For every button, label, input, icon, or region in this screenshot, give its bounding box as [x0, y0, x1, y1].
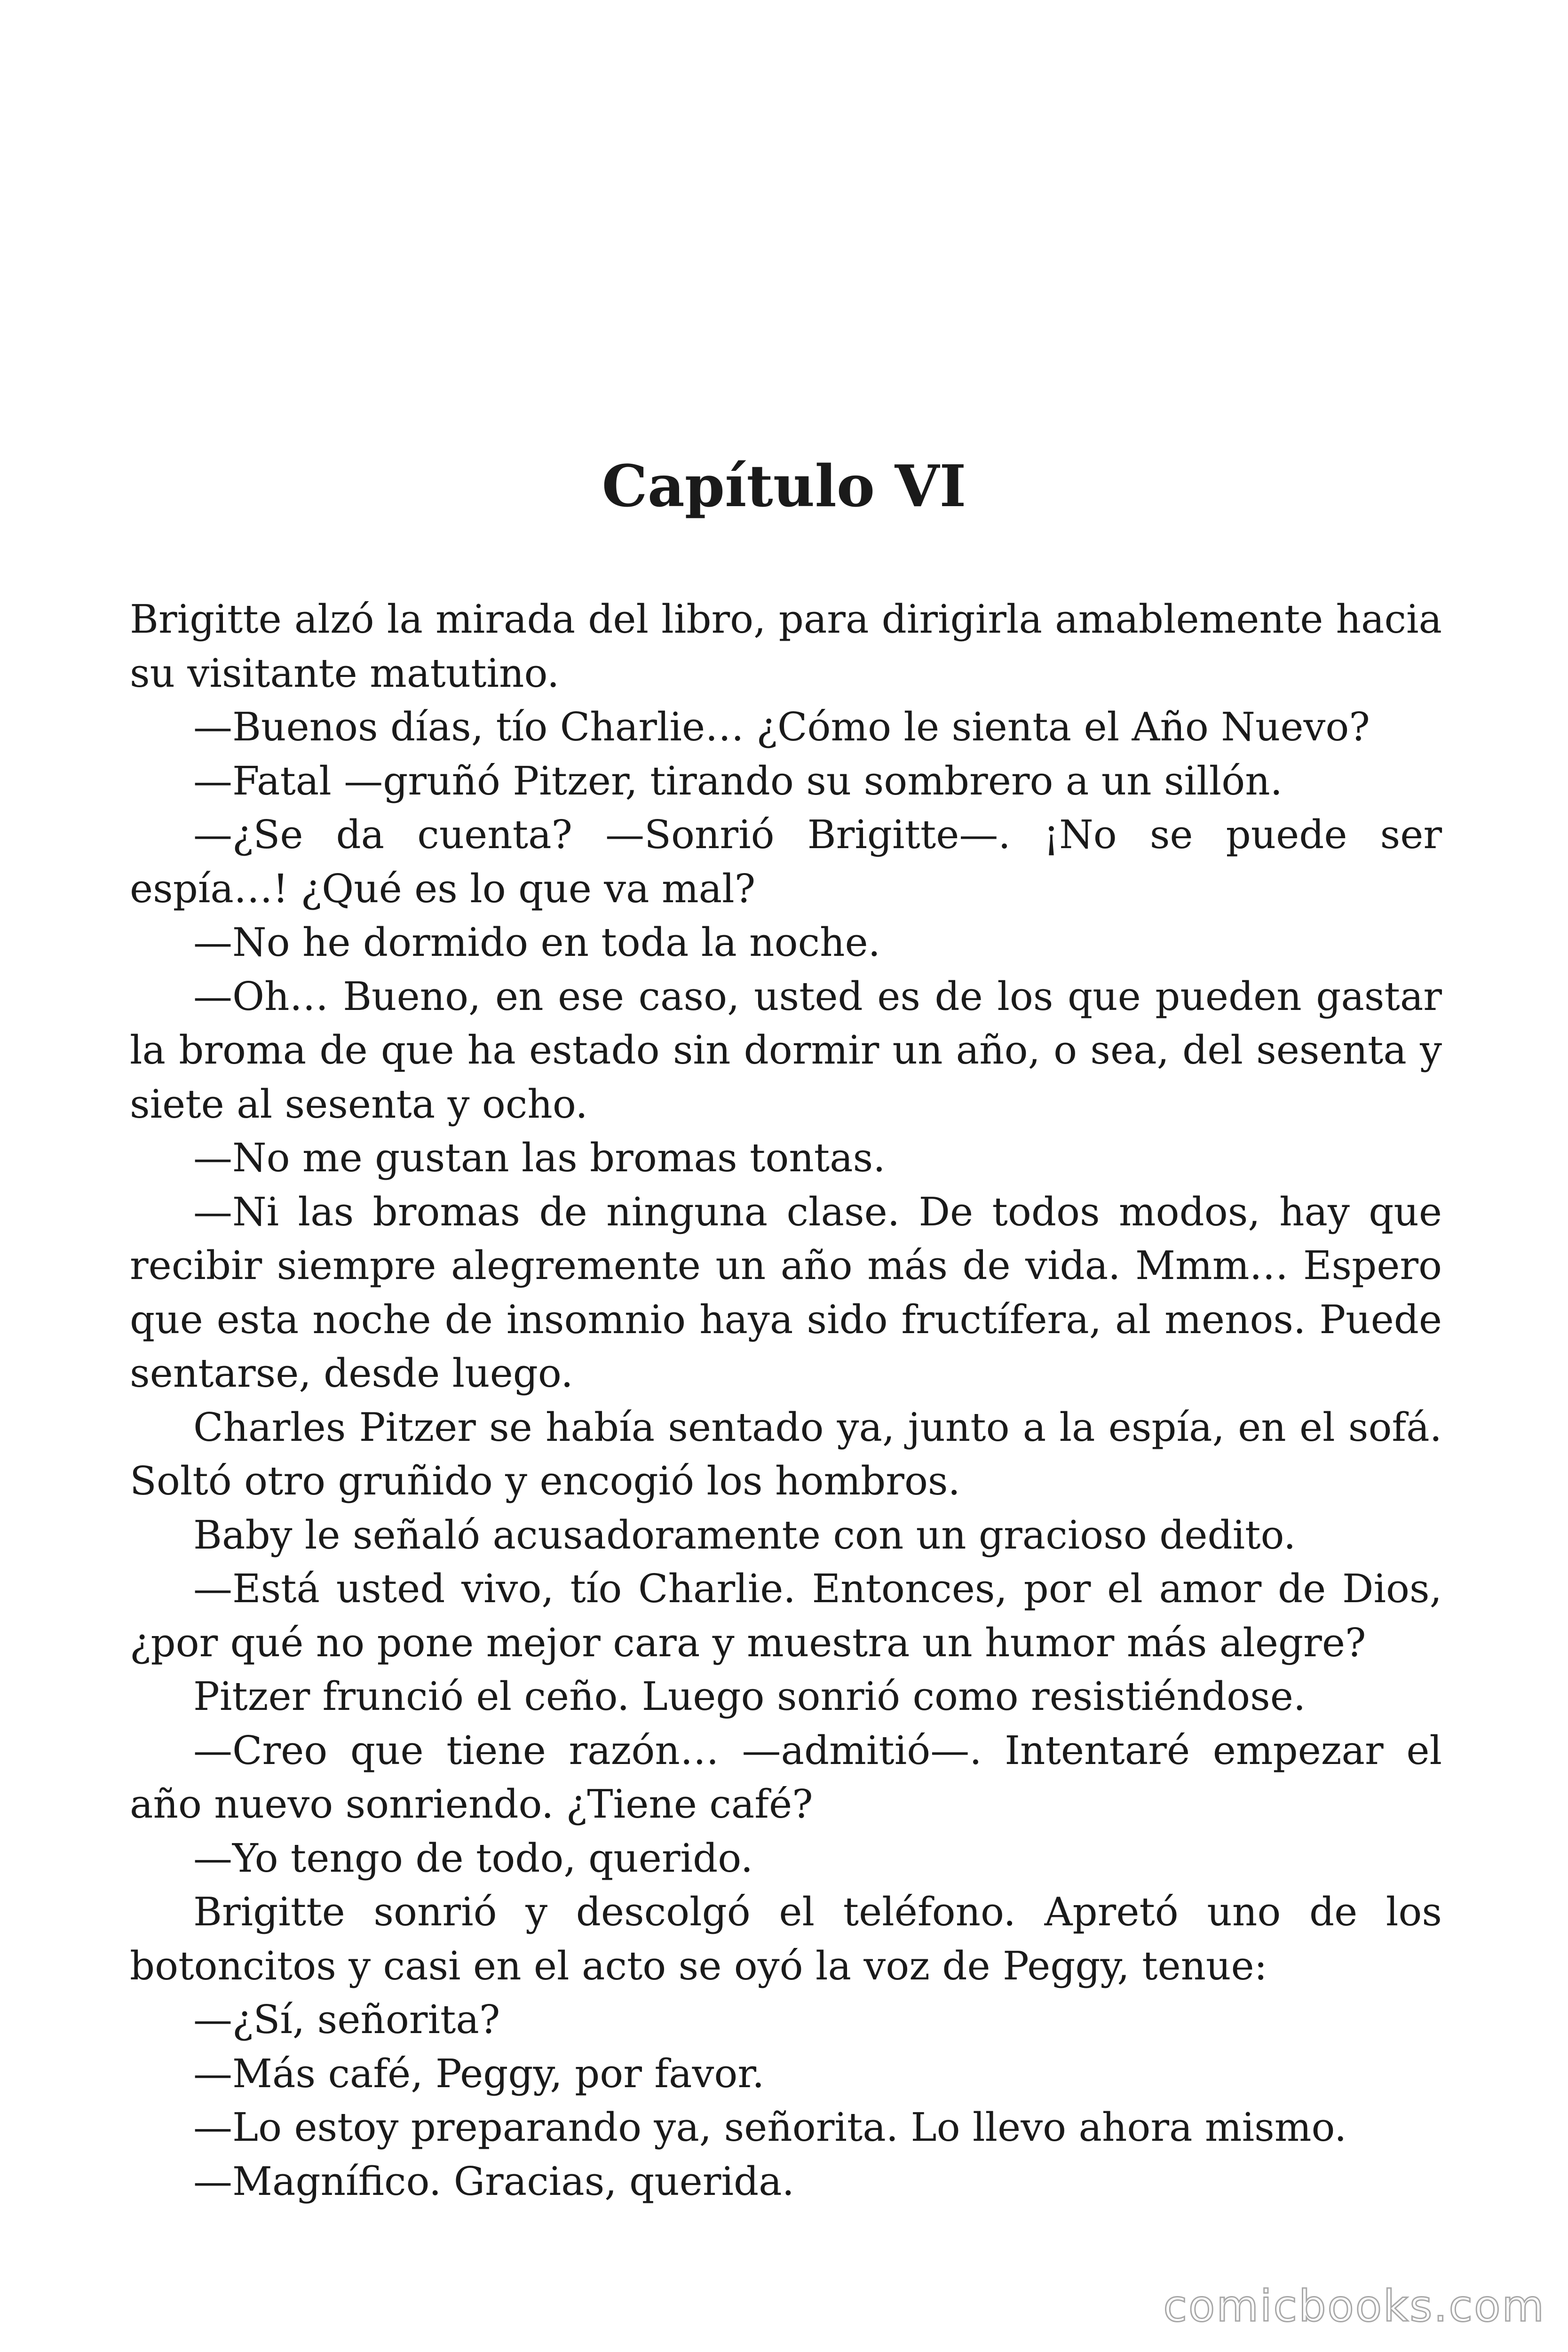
paragraph: —Más café, Peggy, por favor. [193, 2050, 765, 2097]
paragraph: —No he dormido en toda la noche. [193, 920, 881, 965]
paragraph: —Yo tengo de todo, querido. [193, 1835, 753, 1881]
paragraph: Pitzer frunció el ceño. Luego sonrió como resistiéndose. [193, 1674, 1306, 1719]
paragraph: —Oh… Bueno, en ese caso, usted es de los que pueden gastar la broma de que ha estado sin dormir un año, o sea, del sesenta y siete al sesenta y ocho. [130, 973, 1442, 1127]
chapter-title: Capítulo VI [602, 452, 966, 520]
paragraph: Charles Pitzer se había sentado ya, junto a la espía, en el sofá. Soltó otro gruñido y encogió los hombros. [130, 1404, 1442, 1504]
paragraph: —Fatal —gruñó Pitzer, tirando su sombrero a un sillón. [193, 758, 1283, 804]
paragraph: —Está usted vivo, tío Charlie. Entonces, por el amor de Dios, ¿por qué no pone mejor cara y muestra un humor más alegre? [130, 1566, 1442, 1666]
watermark: comicbooks.com [1163, 2281, 1545, 2331]
paragraph: —Lo estoy preparando ya, señorita. Lo llevo ahora mismo. [193, 2105, 1347, 2150]
paragraph: Baby le señaló acusadoramente con un gracioso dedito. [193, 1512, 1296, 1558]
chapter-body [130, 593, 1442, 2209]
paragraph: —No me gustan las bromas tontas. [193, 1135, 886, 1181]
paragraph: —Ni las bromas de ninguna clase. De todos modos, hay que recibir siempre alegremente un año más de vida. Mmm… Espero que esta noche de insomnio haya sido fructífera, al menos. Puede sentarse, desde luego. [130, 1189, 1442, 1396]
paragraph: Brigitte alzó la mirada del libro, para dirigirla amablemente hacia su visitante matutino. [130, 596, 1442, 696]
paragraph: —Buenos días, tío Charlie… ¿Cómo le sienta el Año Nuevo? [193, 704, 1370, 750]
paragraph: —Magnífico. Gracias, querida. [193, 2158, 794, 2204]
paragraph: —¿Se da cuenta? —Sonrió Brigitte—. ¡No se puede ser espía…! ¿Qué es lo que va mal? [130, 812, 1442, 912]
paragraph: Brigitte sonrió y descolgó el teléfono. Apretó uno de los botoncitos y casi en el acto se oyó la voz de Peggy, tenue: [130, 1889, 1442, 1989]
paragraph: —¿Sí, señorita? [193, 1997, 500, 2042]
paragraph: —Creo que tiene razón… —admitió—. Intentaré empezar el año nuevo sonriendo. ¿Tiene café? [130, 1727, 1442, 1827]
